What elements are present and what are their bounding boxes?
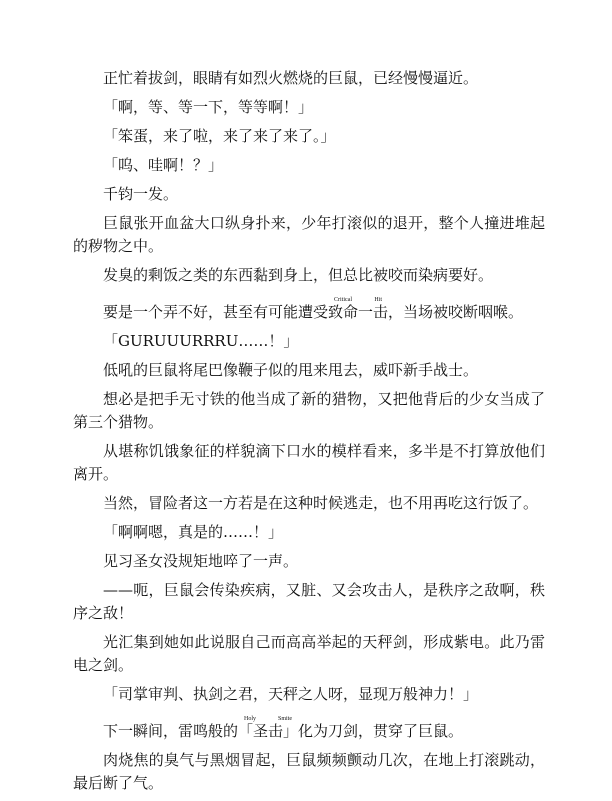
paragraph: 见习圣女没规矩地啐了一声。 [103,552,299,570]
ruby-base: 「圣击」 [238,722,299,740]
paragraph: 从堪称饥饿象征的样貌滴下口水的模样看来，多半是不打算放他们离开。 [73,442,545,483]
paragraph-text-after: 化为刀剑，贯穿了巨鼠。 [298,722,464,740]
paragraph: 光汇集到她如此说服自己而高高举起的天秤剑，形成紫电。此乃雷电之剑。 [73,633,545,674]
ruby-annotation [328,297,389,321]
dialogue-line: 「啊，等、等一下，等等啊！」 [103,98,314,116]
paragraph-text-before: 下一瞬间，雷鸣般的 [103,722,239,740]
dialogue-line: 「GURUUURRRU……！」 [103,332,299,350]
paragraph: 正忙着拔剑，眼睛有如烈火燃烧的巨鼠，已经慢慢逼近。 [103,69,479,87]
dialogue-line: 「笨蛋，来了啦，来了来了来了。」 [103,127,336,145]
dialogue-line: 「呜、哇啊！？」 [103,156,224,174]
paragraph: 肉烧焦的臭气与黑烟冒起，巨鼠频频颤动几次，在地上打滚跳动，最后断了气。 [73,751,545,792]
paragraph: 当然，冒险者这一方若是在这种时候逃走，也不用再吃这行饭了。 [103,494,539,512]
paragraph: 巨鼠张开血盆大口纵身扑来，少年打滚似的退开，整个人撞进堆起的秽物之中。 [73,214,545,255]
ruby-text: Holy Smite [238,716,299,722]
paragraph-text-after: ，当场被咬断咽喉。 [388,303,524,321]
dialogue-line: 「啊啊嗯，真是的……！」 [103,523,284,541]
paragraph: 发臭的剩饭之类的东西黏到身上，但总比被咬而染病要好。 [103,266,494,284]
paragraph-with-ruby [73,297,545,324]
ruby-annotation [238,716,299,740]
paragraph: 千钧一发。 [103,185,179,203]
paragraph-with-ruby [73,716,545,743]
paragraph: 想必是把手无寸铁的他当成了新的猎物，又把他背后的少女当成了第三个猎物。 [73,390,545,431]
paragraph: ——呃，巨鼠会传染疾病，又脏、又会攻击人，是秩序之敌啊，秩序之敌！ [73,581,545,622]
dialogue-line: 「司掌审判、执剑之君，天秤之人呀，显现万般神力！」 [103,685,479,703]
paragraph: 低吼的巨鼠将尾巴像鞭子似的甩来甩去，威吓新手战士。 [103,361,479,379]
paragraph-text-before: 要是一个弄不好，甚至有可能遭受 [103,303,329,321]
document-page [73,67,545,801]
ruby-text: Critical Hit [328,297,389,303]
ruby-base: 致命一击 [328,303,389,321]
